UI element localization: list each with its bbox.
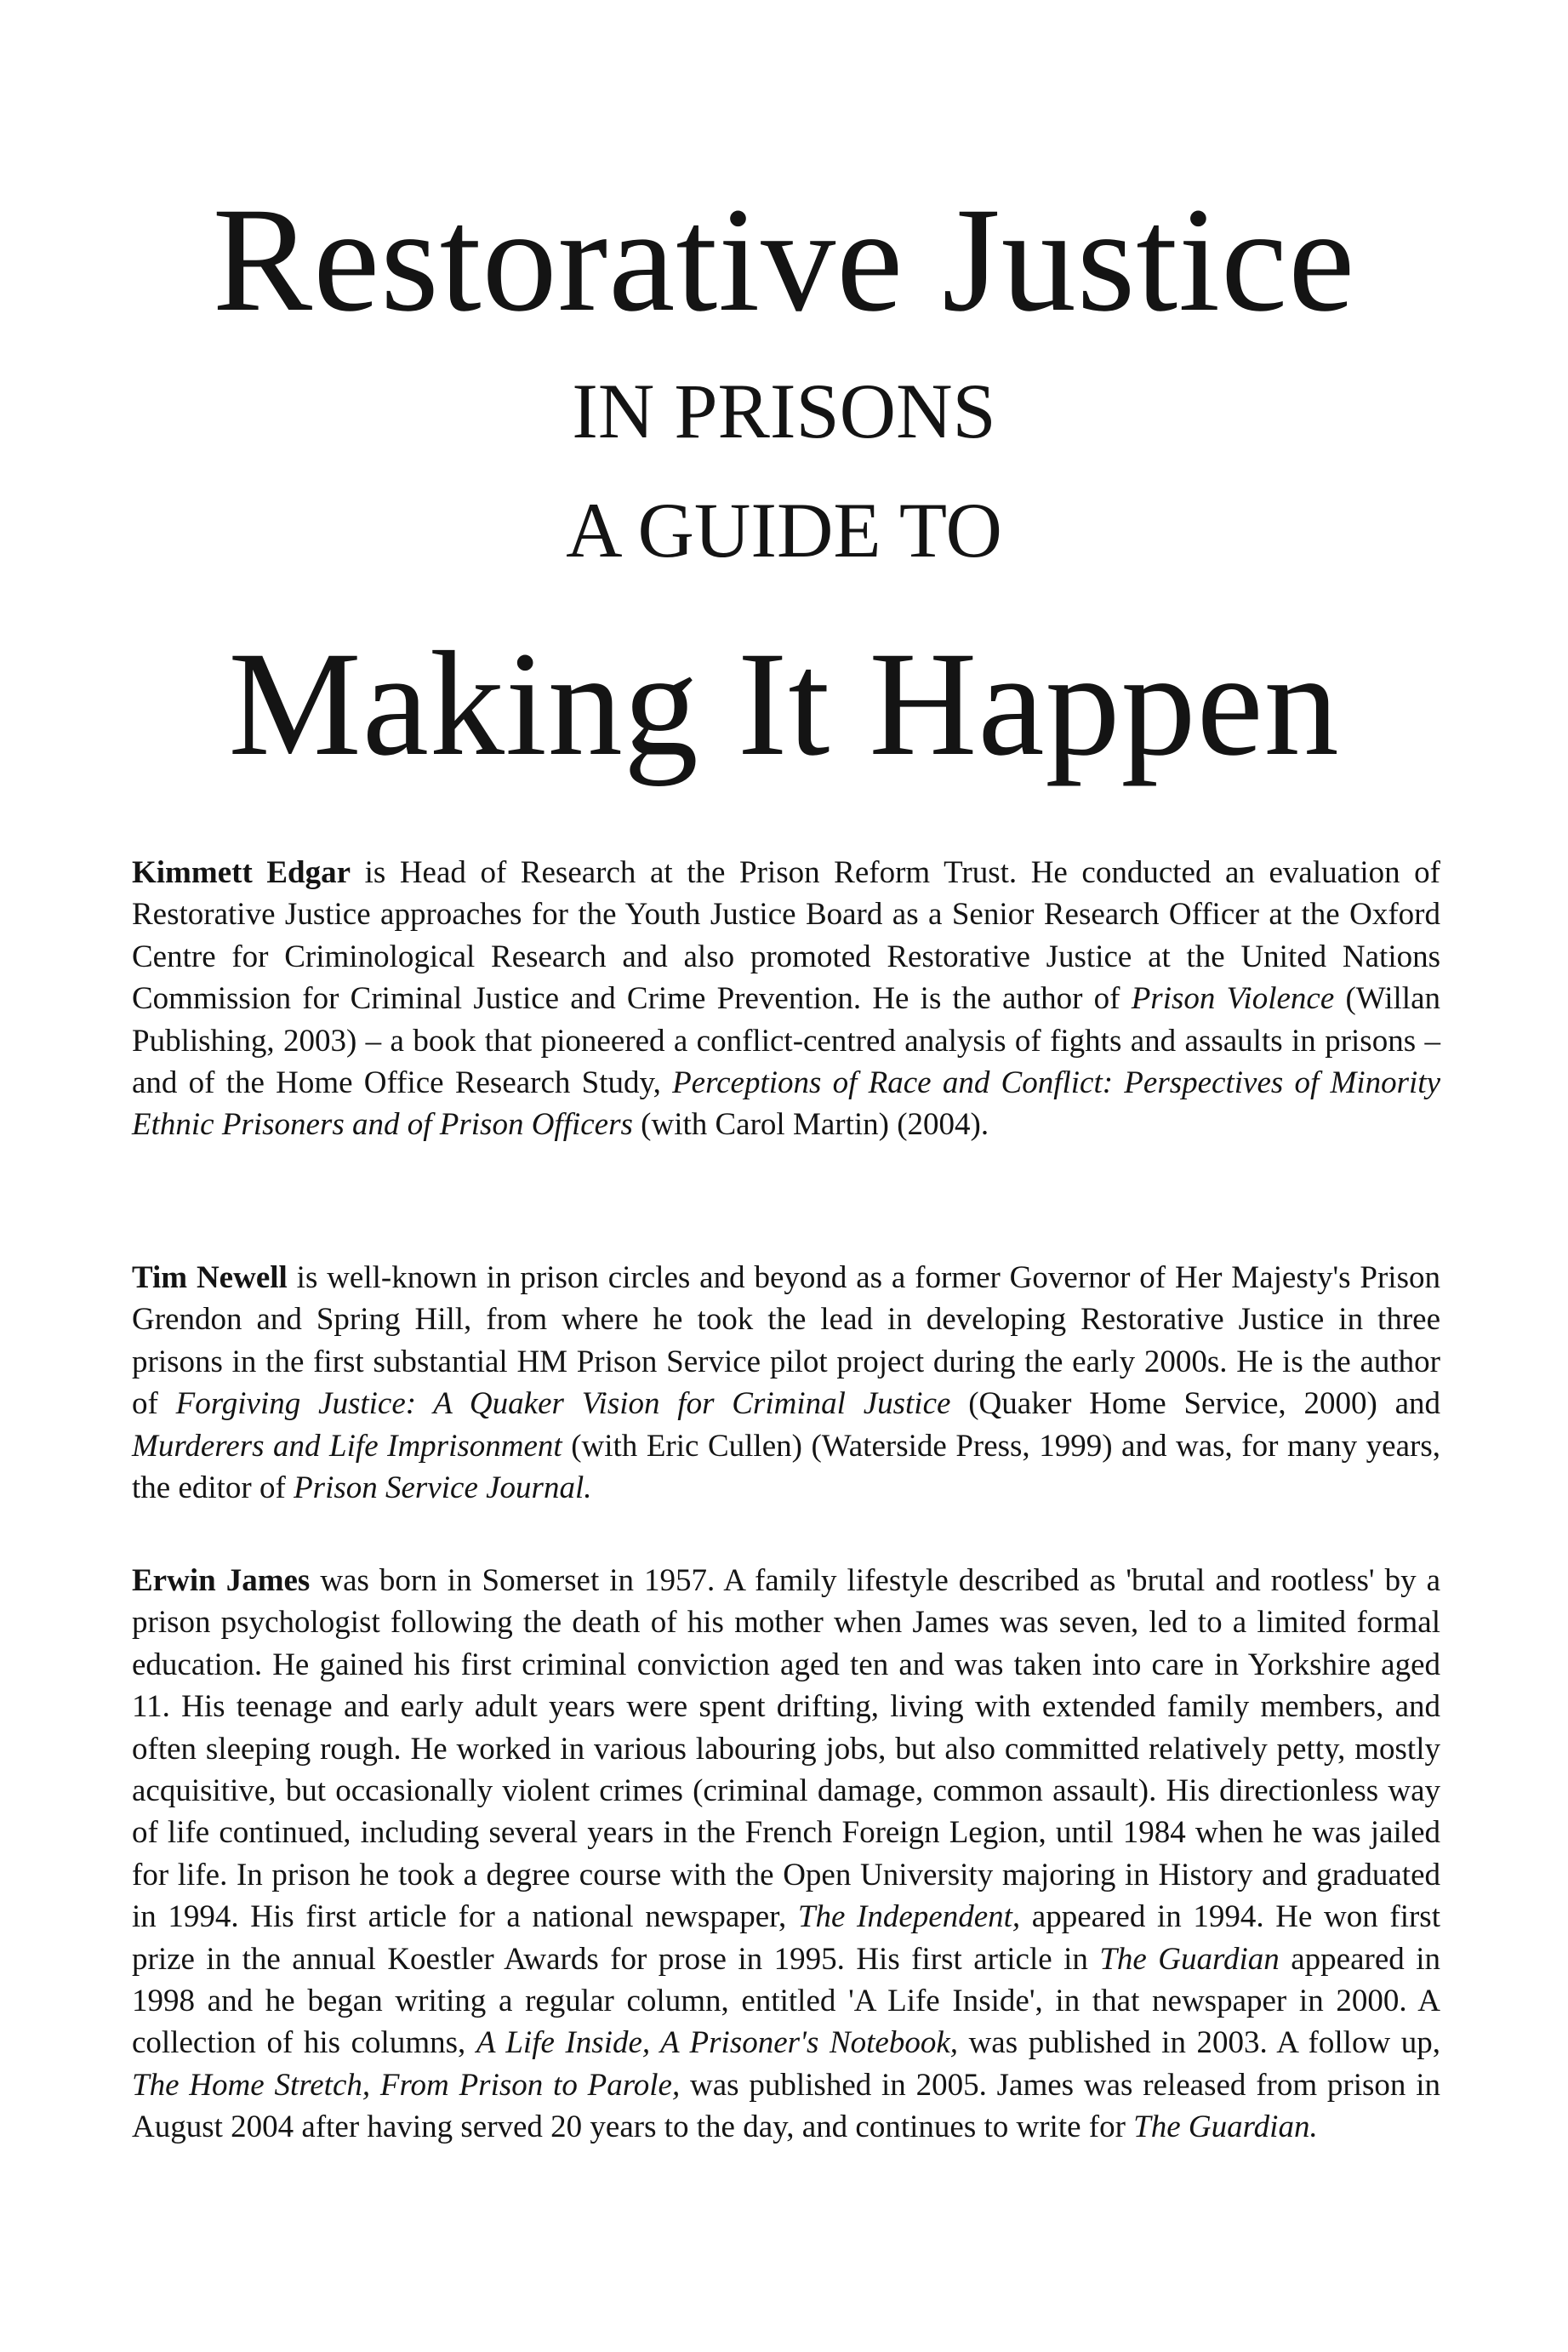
title-line-restorative-justice: Restorative Justice	[212, 177, 1356, 343]
bio-text: appeared in 1994. He won first prize in the annual Koestler Awards for prose in 1995. His first article in	[132, 1899, 1440, 1977]
newspaper-title: The Independent,	[797, 1899, 1021, 1935]
author-name: Erwin James	[132, 1563, 311, 1598]
author-name: Kimmett Edgar	[132, 855, 351, 890]
bio-text: appeared in 1998 and he began writing a regular column, entitled 'A Life Inside', in that newspaper in 2000. A collection of his columns,	[132, 1941, 1440, 2061]
author-bio-kimmett-edgar	[132, 852, 1440, 1146]
author-bio-erwin-james	[132, 1560, 1440, 2149]
bio-text: (with Eric Cullen) (Waterside Press, 1999) and was, for many years, the editor of	[132, 1428, 1440, 1506]
bio-text: (with Carol Martin) (2004).	[632, 1107, 989, 1143]
bio-text: was born in Somerset in 1957. A family lifestyle described as 'brutal and rootless' by a prison psychologist following the death of his mother when James was seven, led to a limited formal education. He gained his first criminal conviction aged ten and was taken into care in Yorkshire aged 11. His teenage and early adult years were spent drifting, living with extended family members, and often sleeping rough. He worked in various labouring jobs, but also committed relatively petty, mostly acquisitive, but occasionally violent crimes (criminal damage, common assault). His directionless way of life continued, including several years in the French Foreign Legion, until 1984 when he was jailed for life. In prison he took a degree course with the Open University majoring in History and graduated in 1994. His first article for a national newspaper,	[132, 1563, 1440, 1935]
bio-text: is Head of Research at the Prison Reform Trust. He conducted an evaluation of Restorative Justice approaches for the Youth Justice Board as a Senior Research Officer at the Oxford Centre for Criminological Research and also promoted Restorative Justice at the United Nations Commission for Criminal Justice and Crime Prevention. He is the author of	[132, 855, 1440, 1017]
bio-text: was published in 2003. A follow up,	[958, 2025, 1440, 2061]
book-title: Murderers and Life Imprisonment	[132, 1428, 562, 1464]
journal-title: Prison Service Journal.	[294, 1470, 592, 1506]
book-title: Perceptions of Race and Conflict: Perspectives of Minority Ethnic Prisoners and of Prison Officers	[132, 1065, 1440, 1143]
book-title: A Life Inside, A Prisoner's Notebook,	[476, 2025, 959, 2061]
title-line-in-prisons: IN PRISONS	[572, 368, 996, 454]
newspaper-title: The Guardian.	[1133, 2109, 1318, 2145]
bio-text: was published in 2005. James was released from prison in August 2004 after having served 20 years to the day, and continues to write for	[132, 2067, 1440, 2145]
author-bio-tim-newell	[132, 1257, 1440, 1509]
book-title: The Home Stretch, From Prison to Parole,	[132, 2067, 681, 2103]
author-name: Tim Newell	[132, 1260, 288, 1295]
bio-text: (Willan Publishing, 2003) – a book that pioneered a conflict-centred analysis of fights and assaults in prisons – and of the Home Office Research Study,	[132, 981, 1440, 1101]
book-title: Prison Violence	[1131, 981, 1335, 1017]
title-line-a-guide-to: A GUIDE TO	[566, 487, 1002, 574]
newspaper-title: The Guardian	[1099, 1941, 1280, 1977]
bio-text: is well-known in prison circles and beyond as a former Governor of Her Majesty's Prison Grendon and Spring Hill, from where he took the lead in developing Restorative Justice in three prisons in the first substantial HM Prison Service pilot project during the early 2000s. He is the author of	[132, 1260, 1440, 1422]
title-line-making-it-happen: Making It Happen	[228, 621, 1340, 787]
book-title: Forgiving Justice: A Quaker Vision for Criminal Justice	[175, 1386, 951, 1422]
bio-text: (Quaker Home Service, 2000) and	[950, 1386, 1440, 1422]
